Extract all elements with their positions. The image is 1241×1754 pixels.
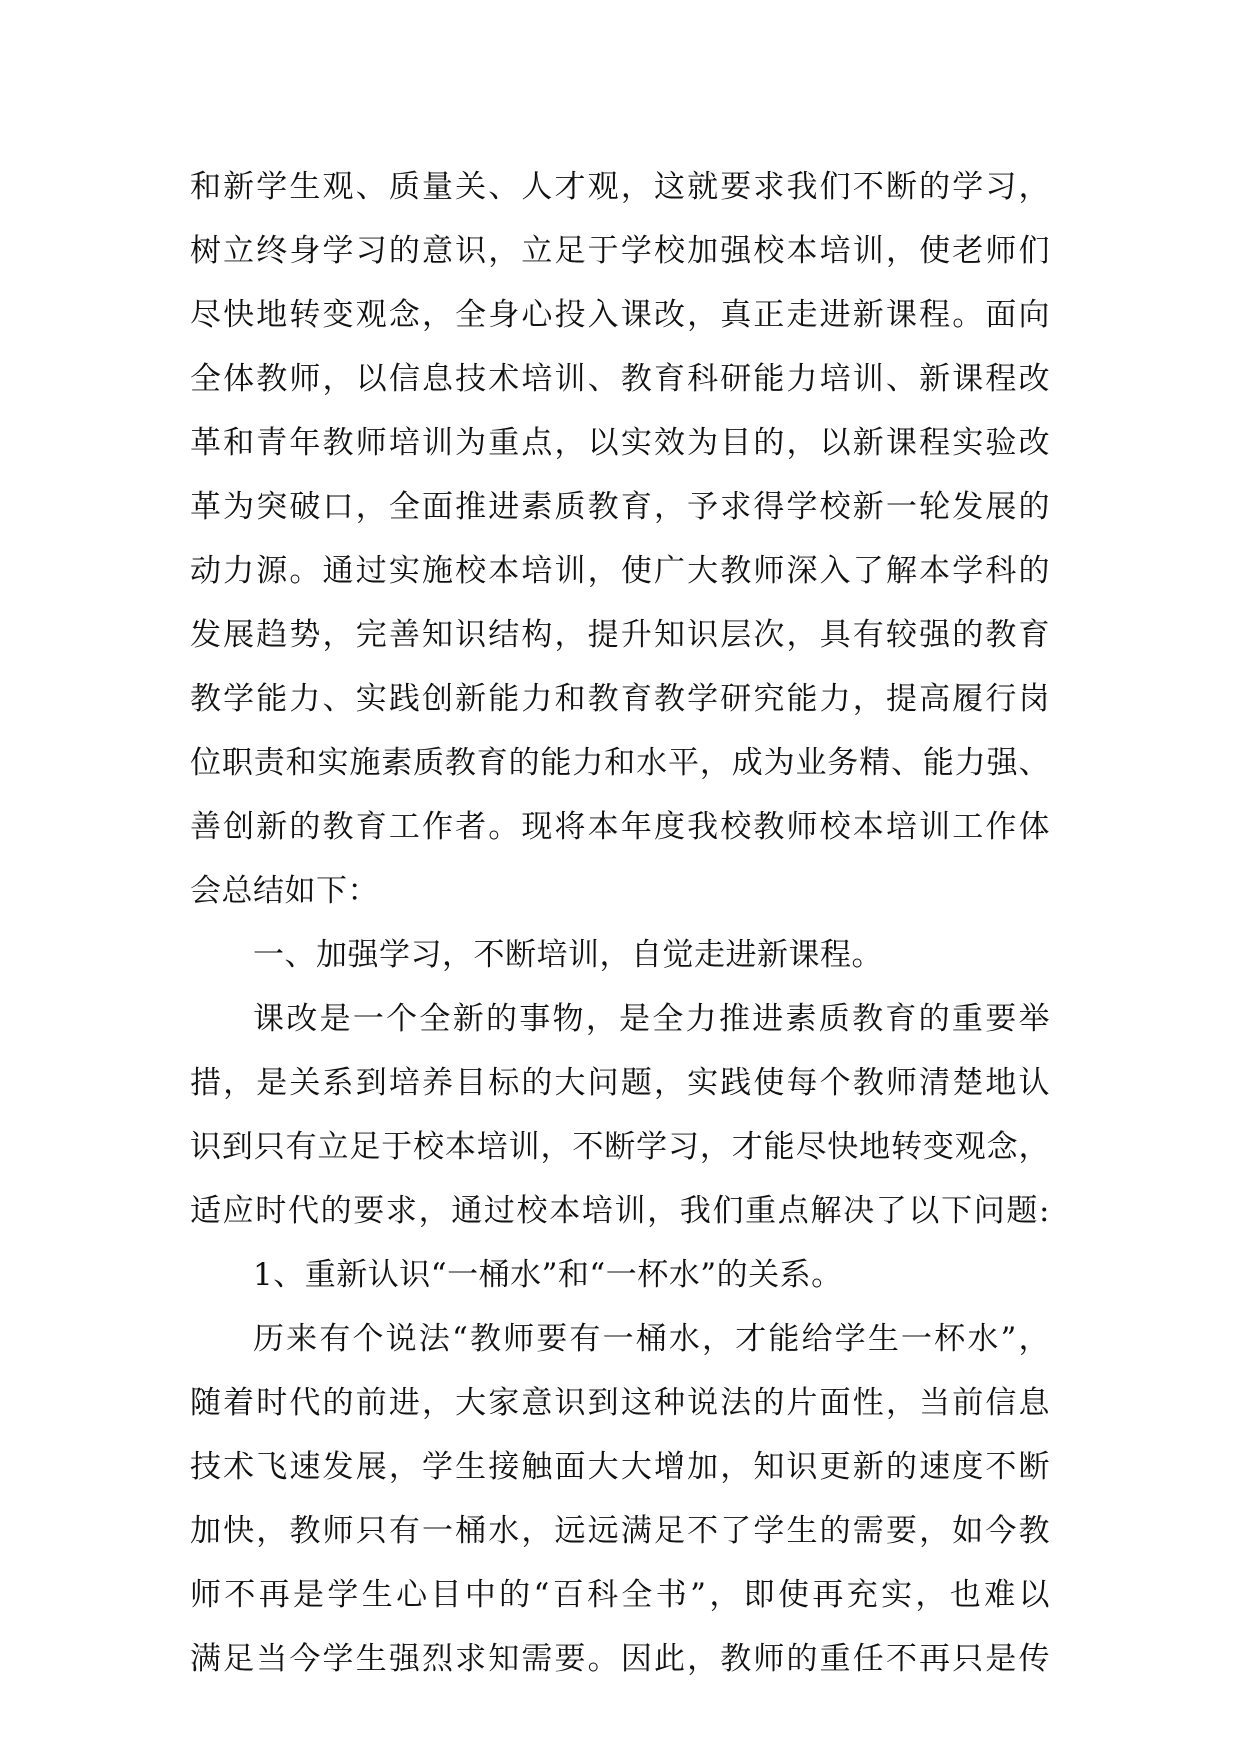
text-line: 随着时代的前进，大家意识到这种说法的片面性，当前信息 xyxy=(190,1385,1050,1421)
text-line: 革和青年教师培训为重点，以实效为目的，以新课程实验改 xyxy=(190,425,1050,461)
text-line: 善创新的教育工作者。现将本年度我校教师校本培训工作体 xyxy=(190,809,1050,845)
text-line: 技术飞速发展，学生接触面大大增加，知识更新的速度不断 xyxy=(190,1449,1050,1485)
text-line: 发展趋势，完善知识结构，提升知识层次，具有较强的教育 xyxy=(190,617,1050,653)
text-line: 会总结如下： xyxy=(190,873,379,909)
text-line: 师不再是学生心目中的“百科全书”，即使再充实，也难以 xyxy=(190,1577,1050,1613)
text-line: 加快，教师只有一桶水，远远满足不了学生的需要，如今教 xyxy=(190,1513,1050,1549)
text-line: 和新学生观、质量关、人才观，这就要求我们不断的学习， xyxy=(190,169,1050,205)
text-line: 识到只有立足于校本培训，不断学习，才能尽快地转变观念， xyxy=(190,1129,1050,1165)
text-line: 历来有个说法“教师要有一桶水，才能给学生一杯水”， xyxy=(253,1321,1050,1357)
text-line: 适应时代的要求，通过校本培训，我们重点解决了以下问题: xyxy=(190,1193,1050,1229)
text-line: 一、加强学习，不断培训，自觉走进新课程。 xyxy=(253,937,883,973)
text-line: 全体教师，以信息技术培训、教育科研能力培训、新课程改 xyxy=(190,361,1050,397)
text-line: 课改是一个全新的事物，是全力推进素质教育的重要举 xyxy=(253,1001,1050,1037)
text-line: 革为突破口，全面推进素质教育，予求得学校新一轮发展的 xyxy=(190,489,1050,525)
text-line: 教学能力、实践创新能力和教育教学研究能力，提高履行岗 xyxy=(190,681,1050,717)
text-line: 位职责和实施素质教育的能力和水平，成为业务精、能力强、 xyxy=(190,745,1050,781)
text-line: 尽快地转变观念，全身心投入课改，真正走进新课程。面向 xyxy=(190,297,1050,333)
document-body xyxy=(190,155,1050,1691)
text-line: 措，是关系到培养目标的大问题，实践使每个教师清楚地认 xyxy=(190,1065,1050,1101)
text-line: 1、重新认识“一桶水”和“一杯水”的关系。 xyxy=(253,1257,843,1293)
text-line: 满足当今学生强烈求知需要。因此，教师的重任不再只是传 xyxy=(190,1641,1050,1677)
text-line: 动力源。通过实施校本培训，使广大教师深入了解本学科的 xyxy=(190,553,1050,589)
text-line: 树立终身学习的意识，立足于学校加强校本培训，使老师们 xyxy=(190,233,1050,269)
